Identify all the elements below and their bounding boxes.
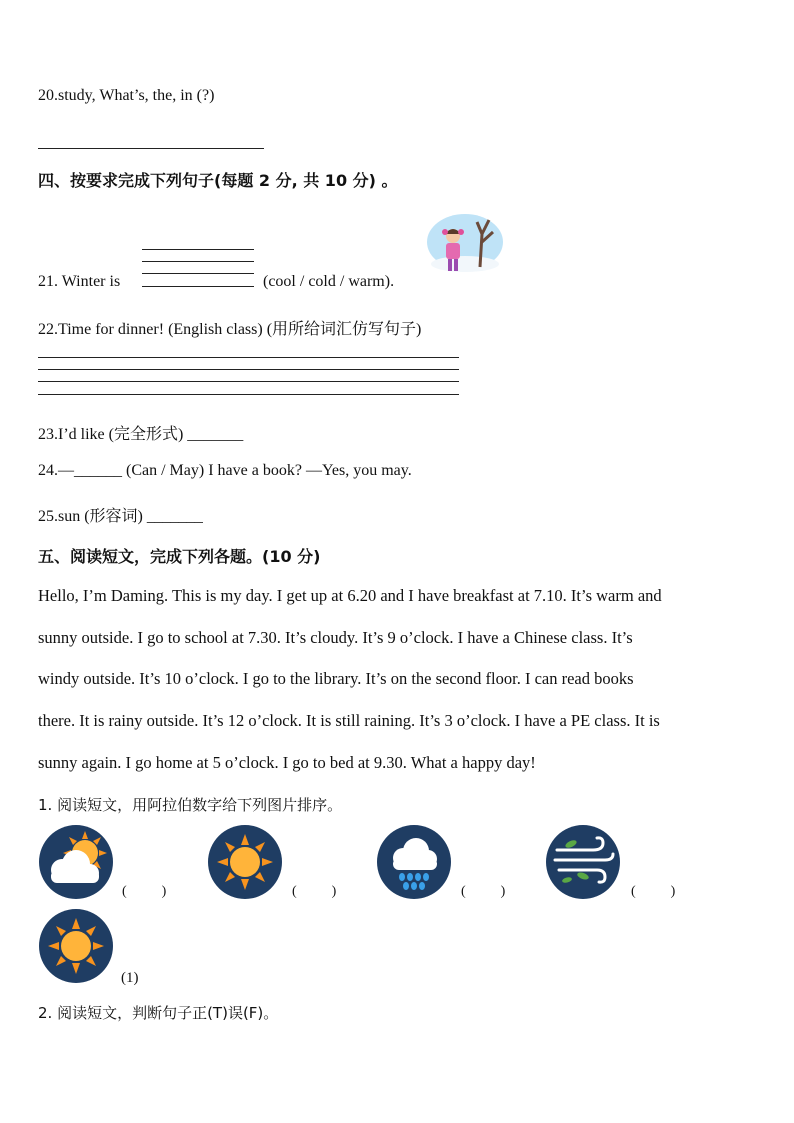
answer-line-22d[interactable]	[38, 394, 459, 395]
cloudy-sun-icon	[38, 824, 114, 900]
sun-icon	[38, 908, 114, 984]
answer-line-22c[interactable]	[38, 381, 459, 382]
task-2-instruction: 2. 阅读短文，判断句子正(T)误(F)。	[38, 1004, 279, 1022]
answer-paren-2[interactable]: ( )	[292, 884, 337, 899]
passage-line-4: there. It is rainy outside. It’s 12 o’clock. It is still raining. It’s 3 o’clock. I have a PE class. It is	[38, 711, 660, 730]
answer-line-21a[interactable]	[142, 249, 254, 250]
rain-cloud-icon	[376, 824, 452, 900]
task-1-instruction: 1. 阅读短文，用阿拉伯数字给下列图片排序。	[38, 796, 343, 814]
answer-line-22a[interactable]	[38, 357, 459, 358]
answer-paren-4[interactable]: ( )	[631, 884, 676, 899]
answer-line-21d[interactable]	[142, 286, 254, 287]
answer-paren-5: (1)	[121, 970, 139, 986]
passage-line-2: sunny outside. I go to school at 7.30. It’s cloudy. It’s 9 o’clock. I have a Chinese class. It’s	[38, 628, 633, 647]
answer-line-22b[interactable]	[38, 369, 459, 370]
question-23: 23.I’d like (完全形式) _______	[38, 426, 244, 443]
passage-line-5: sunny again. I go home at 5 o’clock. I go to bed at 9.30. What a happy day!	[38, 753, 536, 772]
question-20: 20.study, What’s, the, in (?)	[38, 87, 215, 104]
sun-icon	[207, 824, 283, 900]
question-21-prefix: 21. Winter is	[38, 273, 121, 290]
winter-girl-image	[425, 212, 505, 280]
answer-line-20[interactable]	[38, 148, 264, 149]
passage-line-1: Hello, I’m Daming. This is my day. I get up at 6.20 and I have breakfast at 7.10. It’s warm and	[38, 586, 662, 605]
passage-line-3: windy outside. It’s 10 o’clock. I go to the library. It’s on the second floor. I can read books	[38, 669, 634, 688]
question-22: 22.Time for dinner! (English class) (用所给词汇仿写句子)	[38, 321, 422, 338]
question-21-options: (cool / cold / warm).	[263, 273, 395, 290]
answer-paren-1[interactable]: ( )	[122, 884, 167, 899]
answer-line-21b[interactable]	[142, 261, 254, 262]
answer-paren-3[interactable]: ( )	[461, 884, 506, 899]
question-24: 24.—______ (Can / May) I have a book? —Yes, you may.	[38, 462, 412, 479]
section-5-title: 五、阅读短文，完成下列各题。(10 分)	[38, 547, 321, 566]
section-4-title: 四、按要求完成下列句子(每题 2 分, 共 10 分) 。	[38, 171, 398, 190]
question-25: 25.sun (形容词) _______	[38, 508, 203, 525]
wind-icon	[545, 824, 621, 900]
answer-line-21c[interactable]	[142, 273, 254, 274]
